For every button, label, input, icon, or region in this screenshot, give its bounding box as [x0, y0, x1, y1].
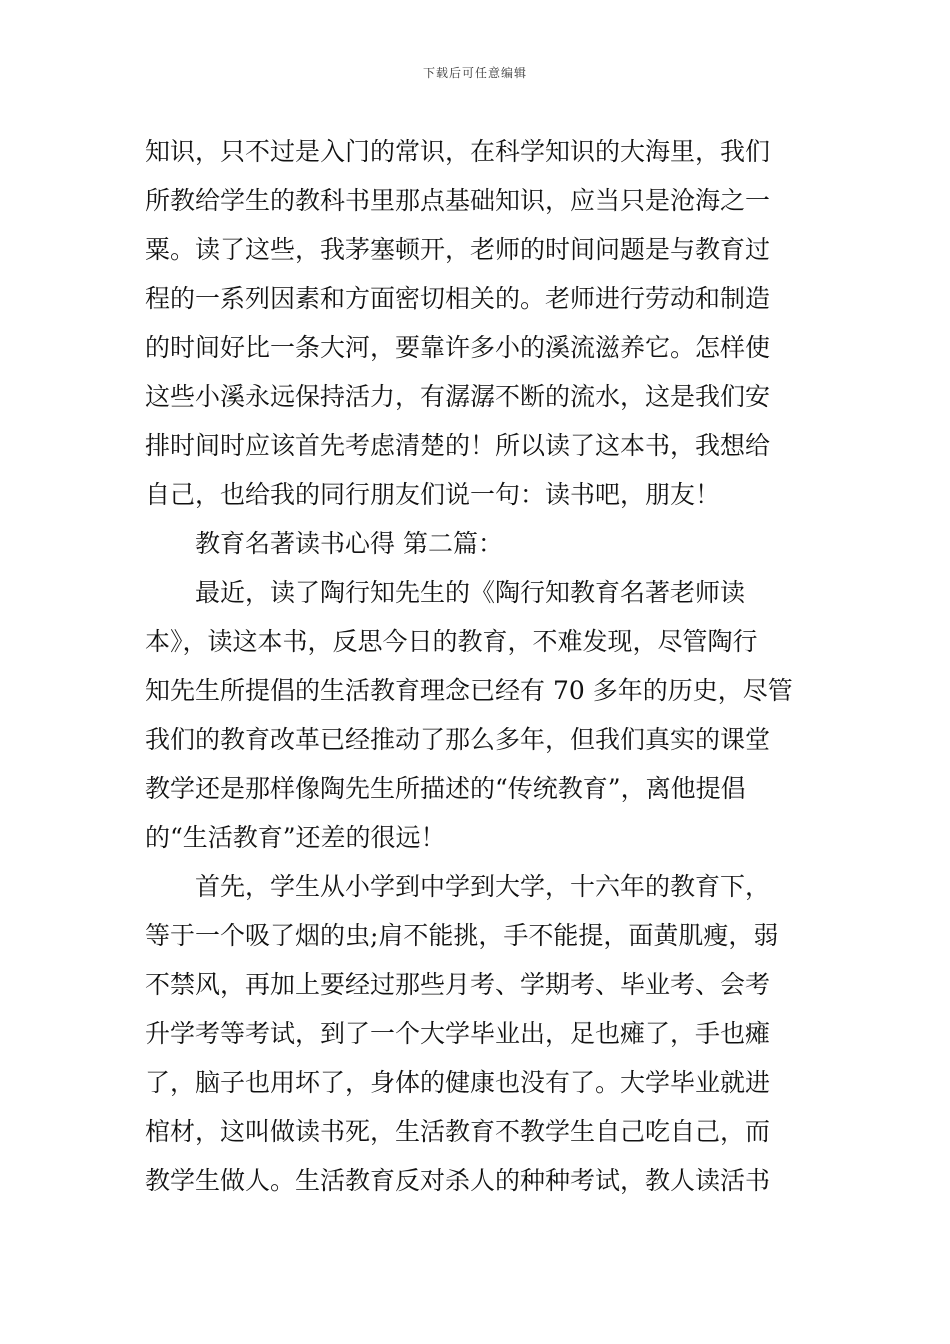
text-line: 知识，只不过是入门的常识，在科学知识的大海里，我们 — [145, 137, 771, 166]
text-line: 的时间好比一条大河，要靠许多小的溪流滋养它。怎样使 — [145, 333, 771, 362]
text-line: 排时间时应该首先考虑清楚的！所以读了这本书，我想给 — [145, 431, 771, 460]
text-line: 程的一系列因素和方面密切相关的。老师进行劳动和制造 — [145, 284, 771, 313]
page-header-note: 下载后可任意编辑 — [422, 66, 527, 80]
text-line: 棺材，这叫做读书死，生活教育不教学生自己吃自己，而 — [145, 1117, 771, 1146]
text-line: 粟。读了这些，我茅塞顿开，老师的时间问题是与教育过 — [145, 235, 771, 264]
text-line: 自己，也给我的同行朋友们说一句：读书吧，朋友！ — [145, 480, 721, 509]
text-line: 本》，读这本书，反思今日的教育，不难发现，尽管陶行 — [145, 627, 758, 656]
text-line: 首先，学生从小学到中学到大学，十六年的教育下， — [145, 872, 771, 901]
section-heading: 教育名著读书心得 第二篇： — [145, 529, 503, 558]
text-line: 等于一个吸了烟的虫;肩不能挑，手不能提，面黄肌瘦，弱 — [145, 921, 779, 950]
text-line: 我们的教育改革已经推动了那么多年，但我们真实的课堂 — [145, 725, 771, 754]
text-line: 这些小溪永远保持活力，有潺潺不断的流水，这是我们安 — [145, 382, 771, 411]
text-line: 最近，读了陶行知先生的《陶行知教育名著老师读 — [145, 578, 746, 607]
text-line: 不禁风，再加上要经过那些月考、学期考、毕业考、会考 — [145, 970, 771, 999]
text-line: 升学考等考试，到了一个大学毕业出，足也瘫了，手也瘫 — [145, 1019, 771, 1048]
text-line: 的“生活教育”还差的很远！ — [145, 823, 446, 852]
document-body — [145, 127, 810, 1205]
text-line: 教学生做人。生活教育反对杀人的种种考试，教人读活书 — [145, 1166, 771, 1195]
text-line: 了，脑子也用坏了，身体的健康也没有了。大学毕业就进 — [145, 1068, 771, 1097]
text-line: 知先生所提倡的生活教育理念已经有 70 多年的历史，尽管 — [145, 676, 793, 705]
text-line: 教学还是那样像陶先生所描述的“传统教育”，离他提倡 — [145, 774, 746, 803]
text-line: 所教给学生的教科书里那点基础知识，应当只是沧海之一 — [145, 186, 771, 215]
